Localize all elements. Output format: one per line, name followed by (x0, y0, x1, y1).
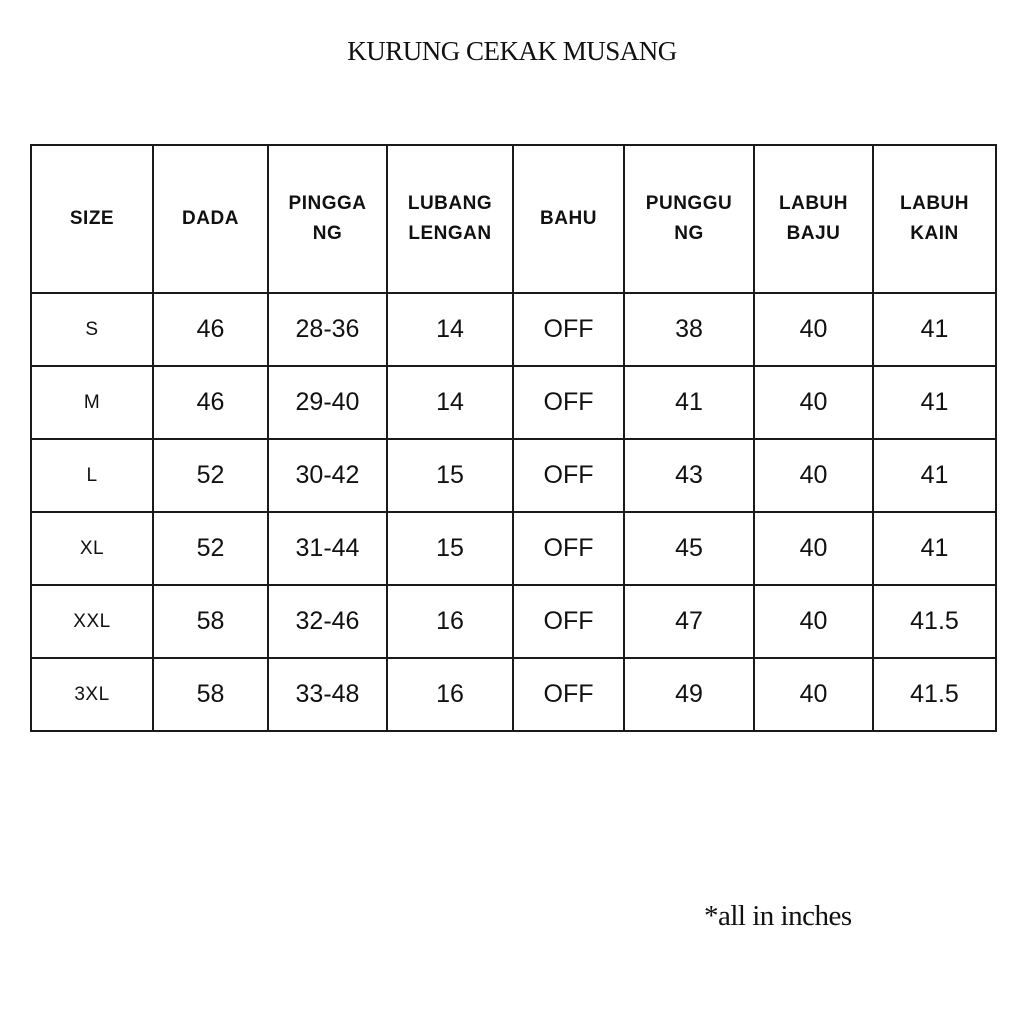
labuh-kain-cell: 41 (873, 512, 996, 585)
table-header-row (31, 145, 996, 293)
bahu-cell: OFF (513, 585, 624, 658)
lubang-lengan-cell: 14 (387, 366, 513, 439)
lubang-lengan-cell: 16 (387, 585, 513, 658)
lubang-lengan-cell: 14 (387, 293, 513, 366)
size-cell: L (31, 439, 153, 512)
bahu-cell: OFF (513, 439, 624, 512)
table-row (31, 585, 996, 658)
units-footnote: *all in inches (704, 900, 852, 932)
lubang-lengan-cell: 15 (387, 439, 513, 512)
labuh-kain-cell: 41 (873, 366, 996, 439)
labuh-baju-cell: 40 (754, 293, 873, 366)
header-lubang-lengan: LUBANG LENGAN (387, 145, 513, 293)
dada-cell: 46 (153, 293, 268, 366)
pinggang-cell: 32-46 (268, 585, 387, 658)
labuh-baju-cell: 40 (754, 366, 873, 439)
table-row (31, 366, 996, 439)
dada-cell: 58 (153, 658, 268, 731)
labuh-kain-cell: 41.5 (873, 585, 996, 658)
bahu-cell: OFF (513, 293, 624, 366)
bahu-cell: OFF (513, 658, 624, 731)
size-chart-table (30, 144, 997, 732)
dada-cell: 58 (153, 585, 268, 658)
table-row (31, 293, 996, 366)
punggung-cell: 49 (624, 658, 754, 731)
size-cell: XXL (31, 585, 153, 658)
labuh-baju-cell: 40 (754, 585, 873, 658)
labuh-kain-cell: 41 (873, 439, 996, 512)
bahu-cell: OFF (513, 366, 624, 439)
dada-cell: 52 (153, 439, 268, 512)
size-cell: XL (31, 512, 153, 585)
size-cell: M (31, 366, 153, 439)
pinggang-cell: 30-42 (268, 439, 387, 512)
labuh-kain-cell: 41.5 (873, 658, 996, 731)
table-row (31, 439, 996, 512)
header-labuh-kain: LABUH KAIN (873, 145, 996, 293)
pinggang-cell: 33-48 (268, 658, 387, 731)
labuh-kain-cell: 41 (873, 293, 996, 366)
pinggang-cell: 28-36 (268, 293, 387, 366)
punggung-cell: 47 (624, 585, 754, 658)
dada-cell: 46 (153, 366, 268, 439)
header-dada: DADA (153, 145, 268, 293)
lubang-lengan-cell: 16 (387, 658, 513, 731)
page-title: KURUNG CEKAK MUSANG (347, 36, 677, 66)
punggung-cell: 45 (624, 512, 754, 585)
labuh-baju-cell: 40 (754, 658, 873, 731)
header-size: SIZE (31, 145, 153, 293)
labuh-baju-cell: 40 (754, 512, 873, 585)
punggung-cell: 38 (624, 293, 754, 366)
pinggang-cell: 29-40 (268, 366, 387, 439)
pinggang-cell: 31-44 (268, 512, 387, 585)
header-bahu: BAHU (513, 145, 624, 293)
table-row (31, 512, 996, 585)
header-punggung: PUNGGU NG (624, 145, 754, 293)
lubang-lengan-cell: 15 (387, 512, 513, 585)
header-labuh-baju: LABUH BAJU (754, 145, 873, 293)
size-cell: S (31, 293, 153, 366)
table-row (31, 658, 996, 731)
punggung-cell: 43 (624, 439, 754, 512)
header-pinggang: PINGGA NG (268, 145, 387, 293)
size-cell: 3XL (31, 658, 153, 731)
punggung-cell: 41 (624, 366, 754, 439)
labuh-baju-cell: 40 (754, 439, 873, 512)
bahu-cell: OFF (513, 512, 624, 585)
dada-cell: 52 (153, 512, 268, 585)
